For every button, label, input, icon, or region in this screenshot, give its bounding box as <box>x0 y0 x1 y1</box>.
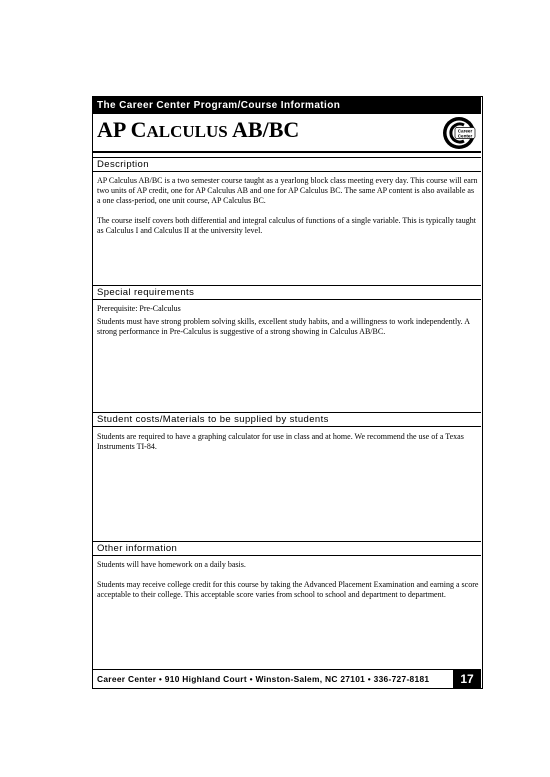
title-small-caps: ALCULUS <box>146 122 228 141</box>
title-rest: AB/BC <box>227 117 300 142</box>
page-footer <box>93 669 481 688</box>
costs-paragraph-1: Students are required to have a graphing calculator for use in class and at home. We recommend the use of a Texas Instruments TI-84. <box>97 432 464 451</box>
description-paragraph-2: The course itself covers both differential and integral calculus of functions of a single variable. This is typically taught as Calculus I and Calculus II at the university level. <box>97 216 476 235</box>
section-heading-student-costs: Student costs/Materials to be supplied by students <box>93 412 481 427</box>
title-first: AP C <box>97 117 147 142</box>
description-paragraph-1: AP Calculus AB/BC is a two semester course taught as a yearlong block class meeting every day. This course will earn two units of AP credit, one for AP Calculus AB and one for AP Calculus BC. The same AP content is also available as a one class-period, one unit course, AP Calculus BC. <box>97 176 478 205</box>
other-paragraph-1: Students will have homework on a daily basis. <box>97 560 246 569</box>
section-heading-other-information: Other information <box>93 541 481 556</box>
logo-text-center: Center <box>457 133 473 139</box>
page-number: 17 <box>453 670 481 688</box>
section-body-description <box>97 176 479 246</box>
footer-address: Career Center • 910 Highland Court • Winston-Salem, NC 27101 • 336-727-8181 <box>97 674 430 684</box>
section-body-other-information <box>97 560 479 610</box>
page-title <box>97 117 299 145</box>
header-divider <box>93 151 481 153</box>
other-paragraph-2: Students may receive college credit for this course by taking the Advanced Placement Examination and earning a score acceptable to their college. This acceptable score varies from school to school and department to department. <box>97 580 479 599</box>
section-body-student-costs <box>97 432 479 462</box>
requirements-paragraph-2: Students must have strong problem solving skills, excellent study habits, and a willingness to work independently. A strong performance in Pre-Calculus is suggestive of a strong showing in Calculus AB/BC. <box>97 317 470 336</box>
program-label: The Career Center Program/Course Information <box>93 97 481 114</box>
section-body-special-requirements <box>97 304 479 347</box>
career-center-logo-icon <box>442 116 476 150</box>
section-heading-special-requirements: Special requirements <box>93 285 481 300</box>
requirements-paragraph-1: Prerequisite: Pre-Calculus <box>97 304 181 313</box>
logo-text-career: Career <box>457 128 473 134</box>
section-heading-description: Description <box>93 157 481 172</box>
course-info-page <box>92 96 483 689</box>
